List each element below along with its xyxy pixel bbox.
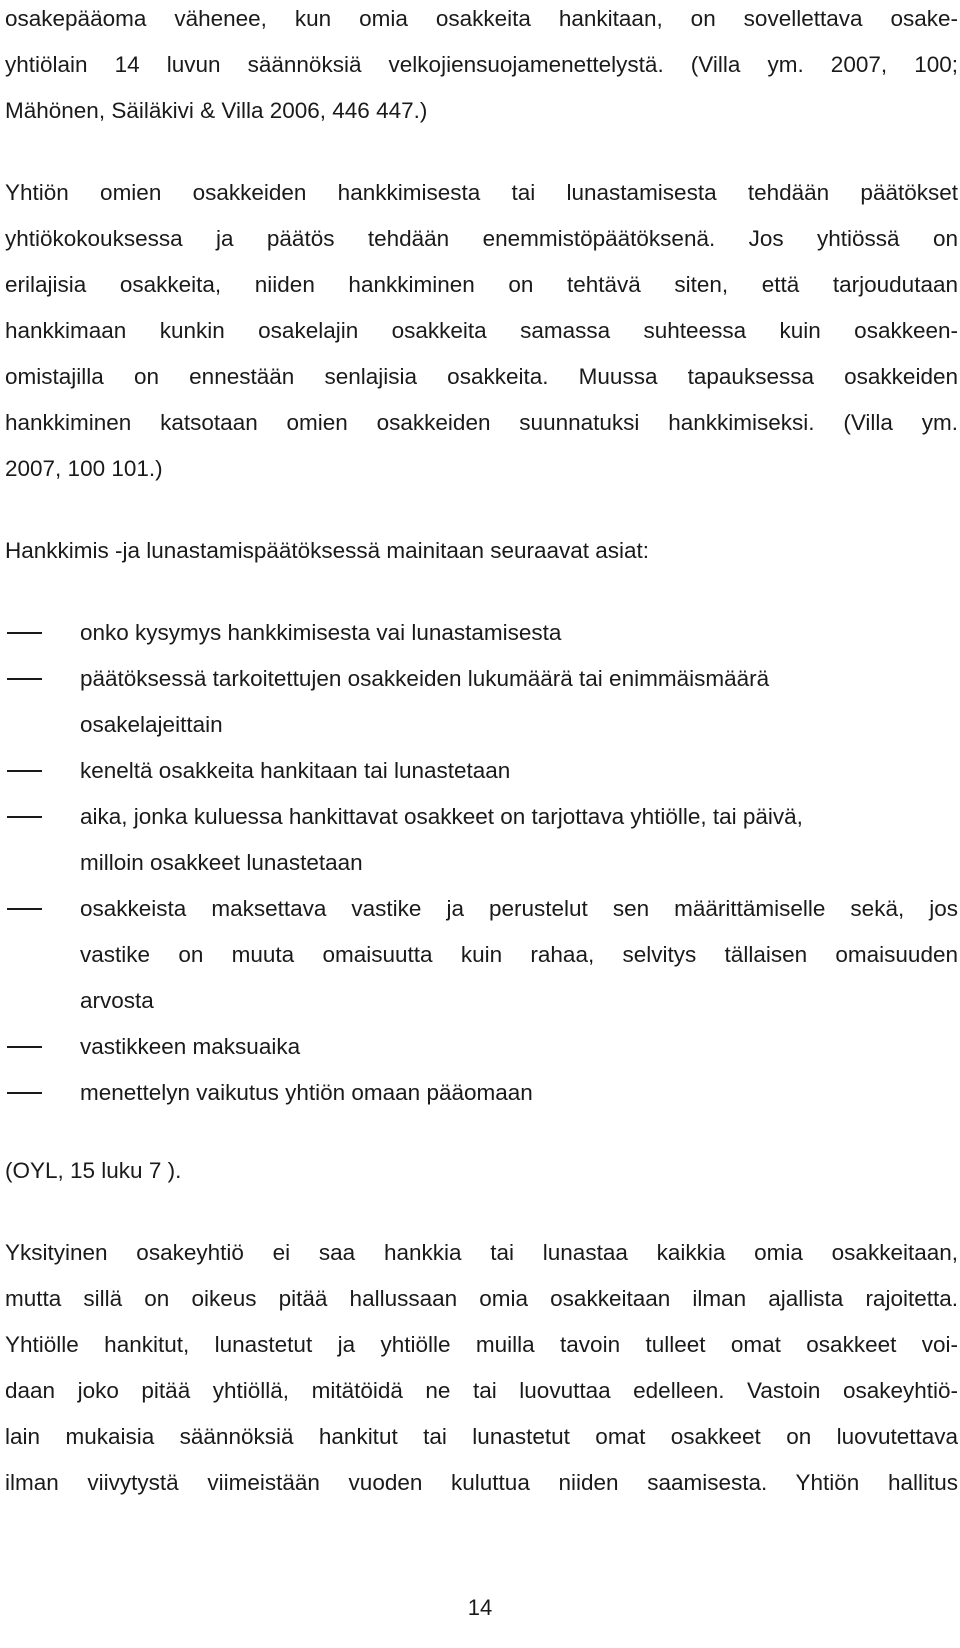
text-line: omistajilla on ennestään senlajisia osakkeita. Muussa tapauksessa osakkeiden	[5, 364, 958, 389]
text-line: hankkimaan kunkin osakelajin osakkeita samassa suhteessa kuin osakkeen-	[5, 318, 958, 343]
text-line: onko kysymys hankkimisesta vai lunastamisesta	[80, 620, 562, 645]
dash-bullet-icon	[7, 1092, 42, 1094]
text-line: Mähönen, Säiläkivi & Villa 2006, 446 447.)	[5, 98, 428, 123]
text-line: aika, jonka kuluessa hankittavat osakkeet on tarjottava yhtiölle, tai päivä,	[80, 804, 803, 829]
text-line: hankkiminen katsotaan omien osakkeiden suunnatuksi hankkimiseksi. (Villa ym.	[5, 410, 958, 435]
text-line: milloin osakkeet lunastetaan	[80, 850, 363, 875]
text-line: päätöksessä tarkoitettujen osakkeiden lukumäärä tai enimmäismäärä	[80, 666, 770, 691]
text-line: menettelyn vaikutus yhtiön omaan pääomaan	[80, 1080, 533, 1105]
list-item	[5, 1024, 958, 1070]
dash-bullet-icon	[7, 632, 42, 634]
text-line: (OYL, 15 luku 7 ).	[5, 1158, 182, 1183]
text-line: vastike on muuta omaisuutta kuin rahaa, selvitys tällaisen omaisuuden	[80, 942, 958, 967]
text-line: Yhtiölle hankitut, lunastetut ja yhtiölle muilla tavoin tulleet omat osakkeet voi-	[5, 1332, 958, 1357]
decision-items-list	[5, 610, 958, 1116]
text-line: 2007, 100 101.)	[5, 456, 163, 481]
list-intro	[5, 528, 958, 574]
paragraph-capital-reduction	[5, 0, 958, 134]
dash-bullet-icon	[7, 1046, 42, 1048]
dash-bullet-icon	[7, 678, 42, 680]
list-item	[5, 656, 958, 748]
list-item	[5, 886, 958, 1024]
paragraph-private-company	[5, 1230, 958, 1506]
text-line: vastikkeen maksuaika	[80, 1034, 301, 1059]
text-line: arvosta	[80, 988, 154, 1013]
text-line: daan joko pitää yhtiöllä, mitätöidä ne tai luovuttaa edelleen. Vastoin osakeyhtiö-	[5, 1378, 958, 1403]
text-line: mutta sillä on oikeus pitää hallussaan omia osakkeitaan ilman ajallista rajoitetta.	[5, 1286, 958, 1311]
text-line: osakkeista maksettava vastike ja perustelut sen määrittämiselle sekä, jos	[80, 896, 958, 921]
dash-bullet-icon	[7, 816, 42, 818]
text-line: yhtiölain 14 luvun säännöksiä velkojiensuojamenettelystä. (Villa ym. 2007, 100;	[5, 52, 958, 77]
dash-bullet-icon	[7, 770, 42, 772]
text-line: lain mukaisia säännöksiä hankitut tai lunastetut omat osakkeet on luovutettava	[5, 1424, 958, 1449]
text-line: erilajisia osakkeita, niiden hankkiminen on tehtävä siten, että tarjoudutaan	[5, 272, 958, 297]
text-line: Hankkimis -ja lunastamispäätöksessä mainitaan seuraavat asiat:	[5, 538, 650, 563]
text-line: keneltä osakkeita hankitaan tai lunastetaan	[80, 758, 511, 783]
document-page	[5, 0, 958, 1506]
page-number: 14	[467, 1595, 493, 1620]
list-item	[5, 1070, 958, 1116]
list-item	[5, 794, 958, 886]
text-line: ilman viivytystä viimeistään vuoden kuluttua niiden saamisesta. Yhtiön hallitus	[5, 1470, 958, 1495]
paragraph-share-acquisition	[5, 170, 958, 492]
list-item	[5, 748, 958, 794]
list-item	[5, 610, 958, 656]
text-line: osakelajeittain	[80, 712, 223, 737]
text-line: osakepääoma vähenee, kun omia osakkeita hankitaan, on sovellettava osake-	[5, 6, 958, 31]
text-line: Yksityinen osakeyhtiö ei saa hankkia tai lunastaa kaikkia omia osakkeitaan,	[5, 1240, 958, 1265]
text-line: yhtiökokouksessa ja päätös tehdään enemmistöpäätöksenä. Jos yhtiössä on	[5, 226, 958, 251]
dash-bullet-icon	[7, 908, 42, 910]
citation	[5, 1148, 958, 1194]
text-line: Yhtiön omien osakkeiden hankkimisesta tai lunastamisesta tehdään päätökset	[5, 180, 958, 205]
